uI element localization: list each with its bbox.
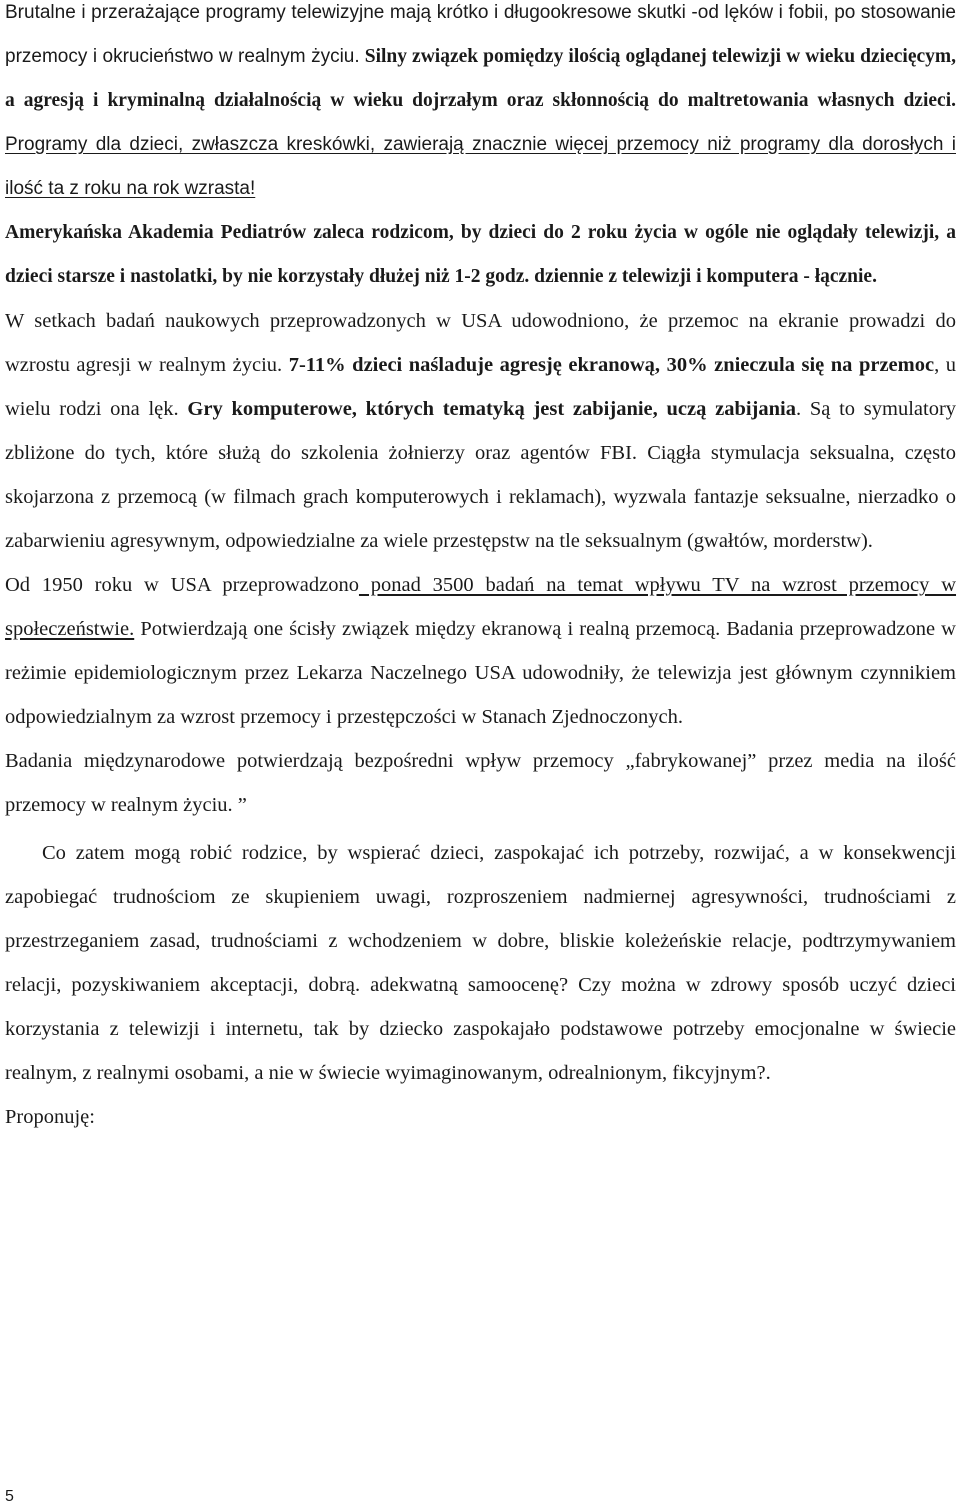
paragraph-pediatrics-academy: [5, 211, 956, 299]
bold-text: 7-11% dzieci naśladuje agresję ekranową, 30% znieczula się na przemoc: [288, 354, 935, 376]
text-span: , u wielu rodzi ona lęk.: [5, 354, 956, 420]
bold-text: Amerykańska Akademia Pediatrów zaleca rodzicom, by dzieci do 2 roku życia w ogóle nie oglądały telewizji, a dzieci starsze i nastolatki, by nie korzystały dłużej niż 1-2 godz. dziennie z telewizji i komputera - łącznie.: [5, 222, 956, 287]
paragraph-research-usa: [5, 299, 956, 563]
bold-text: Silny związek pomiędzy ilością oglądanej telewizji w wieku dziecięcym, a agresją i kryminalną działalnością w wieku dojrzałym oraz skłonnością do maltretowania własnych dzieci.: [5, 46, 956, 111]
text-span: W setkach badań naukowych przeprowadzonych w USA udowodniono, że przemoc na ekranie prowadzi do wzrostu agresji w realnym życiu.: [5, 310, 956, 376]
text-span: Brutalne i przerażające programy telewizyjne mają krótko i długookresowe skutki -od lęków i fobii, po stosowanie przemocy i okrucieństwo w realnym życiu.: [5, 2, 956, 67]
text-span: Co zatem mogą robić rodzice, by wspierać dzieci, zaspokajać ich potrzeby, rozwijać, a w konsekwencji zapobiegać trudnościom ze skupieniem uwagi, rozproszeniem nadmiernej agresywności, trudnościami z przestrzeganiem zasad, trudnościami z wchodzeniem w dobre, bliskie koleżeńskie relacje, podtrzymywaniem relacji, pozyskiwaniem akceptacji, dobrą. adekwatną samoocenę? Czy można w zdrowy sposób uczyć dzieci korzystania z telewizji i internetu, tak by dziecko zaspokajało podstawowe potrzeby emocjonalne w świecie realnym, z realnymi osobami, a nie w świecie wyimaginowanym, odrealnionym, fikcyjnym?.: [5, 842, 956, 1084]
text-span: Badania międzynarodowe potwierdzają bezpośredni wpływ przemocy „fabrykowanej” przez media na ilość przemocy w realnym życiu. ”: [5, 750, 956, 816]
paragraph-international-research: [5, 739, 956, 827]
text-span: Ciągła stymulacja seksualna, często skojarzona z przemocą (w filmach grach komputerowych i reklamach), wyzwala fantazje seksualne, nierzadko o zabarwieniu agresywnym, odpowiedzialne za wiele przestępstw na tle seksualnym (gwałtów, morderstw).: [5, 442, 956, 552]
paragraph-tv-effects: [5, 0, 956, 211]
underlined-text: Programy dla dzieci, zwłaszcza kreskówki, zawierają znacznie więcej przemocy niż programy dla dorosłych i ilość ta z roku na rok wzrasta!: [5, 134, 956, 199]
page-number: 5: [5, 1488, 14, 1505]
paragraph-1950-studies: [5, 563, 956, 739]
text-span: Od 1950 roku w USA przeprowadzono: [5, 574, 359, 596]
underlined-text: ponad 3500 badań na temat wpływu TV na wzrost przemocy w społeczeństwie.: [5, 574, 957, 640]
text-span: Potwierdzają one ścisły związek między ekranową i realną przemocą.: [134, 618, 721, 640]
bold-text: Gry komputerowe, których tematyką jest zabijanie, uczą zabijania: [187, 398, 796, 420]
paragraph-proposal: [5, 1095, 956, 1139]
paragraph-parents-question: [5, 831, 956, 1095]
text-span: Badania przeprowadzone w reżimie epidemiologicznym przez Lekarza Naczelnego USA udowodniły, że telewizja jest głównym czynnikiem odpowiedzialnym za wzrost przemocy i przestępczości w Stanach Zjednoczonych.: [5, 618, 956, 728]
text-span: . Są to symulatory zbliżone do tych, które służą do szkolenia żołnierzy oraz agentów FBI.: [5, 398, 957, 464]
text-span: Proponuję:: [5, 1106, 95, 1128]
